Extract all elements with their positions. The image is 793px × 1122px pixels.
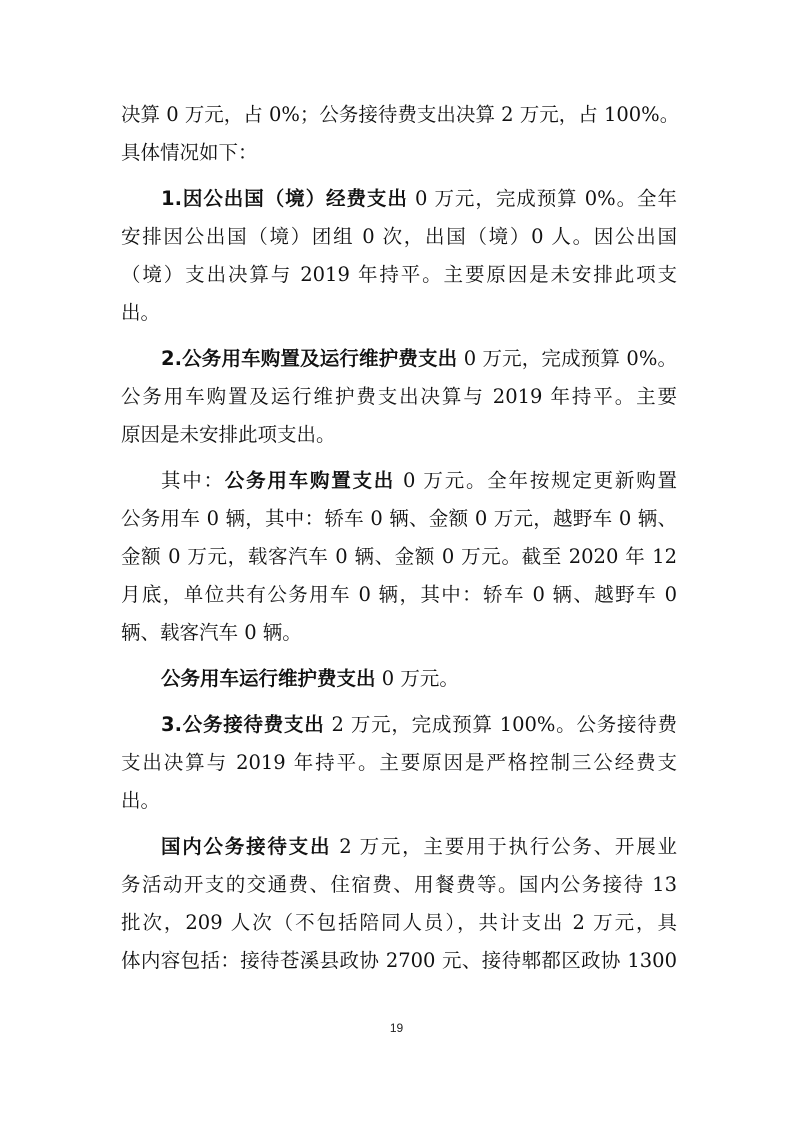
text-line bbox=[121, 416, 677, 454]
text-span: 批次，209 人次（不包括陪同人员），共计支出 2 万元，具 bbox=[121, 911, 677, 934]
text-line bbox=[121, 462, 677, 500]
paragraph-reception bbox=[121, 706, 677, 820]
text-line bbox=[121, 706, 677, 744]
text-line bbox=[121, 576, 677, 614]
text-span: 月底，单位共有公务用车 0 辆，其中：轿车 0 辆、越野车 0 bbox=[121, 583, 677, 606]
text-line bbox=[121, 294, 677, 332]
section-heading: 公务用车运行维护费支出 bbox=[161, 667, 376, 690]
text-line bbox=[121, 660, 677, 698]
body-text bbox=[121, 96, 680, 980]
text-span: 决算 0 万元，占 0%；公务接待费支出决算 2 万元，占 100%。 bbox=[121, 103, 680, 126]
text-line bbox=[121, 340, 677, 378]
text-span: 其中： bbox=[161, 469, 225, 492]
text-span: 出。 bbox=[121, 301, 161, 324]
text-span: 原因是未安排此项支出。 bbox=[121, 423, 336, 446]
section-heading: 国内公务接待支出 bbox=[161, 835, 332, 858]
text-line bbox=[121, 866, 677, 904]
text-span: 体内容包括：接待苍溪县政协 2700 元、接待郫都区政协 1300 bbox=[121, 949, 677, 972]
section-heading: 公务用车购置支出 bbox=[224, 469, 396, 492]
page-number: 19 bbox=[389, 1021, 404, 1035]
paragraph-summary bbox=[121, 96, 680, 172]
text-line bbox=[121, 378, 677, 416]
text-line bbox=[121, 942, 677, 980]
section-heading: 3.公务接待费支出 bbox=[161, 713, 325, 736]
text-span: 支出决算与 2019 年持平。主要原因是严格控制三公经费支 bbox=[121, 751, 677, 774]
text-line bbox=[121, 828, 677, 866]
text-span: 务活动开支的交通费、住宿费、用餐费等。国内公务接待 13 bbox=[121, 873, 677, 896]
text-line bbox=[121, 614, 677, 652]
paragraph-vehicle-maintenance bbox=[121, 660, 677, 698]
text-span: 0 万元，完成预算 0%。 bbox=[457, 347, 678, 370]
text-span: 0 万元。全年按规定更新购置 bbox=[395, 469, 677, 492]
text-span: 2 万元，完成预算 100%。公务接待费 bbox=[324, 713, 677, 736]
text-span: 出。 bbox=[121, 789, 161, 812]
text-line bbox=[121, 782, 677, 820]
text-span: 具体情况如下： bbox=[121, 141, 258, 164]
text-line bbox=[121, 500, 677, 538]
text-span: 0 万元。 bbox=[375, 667, 459, 690]
text-line bbox=[121, 218, 677, 256]
section-heading: 2.公务用车购置及运行维护费支出 bbox=[161, 347, 458, 370]
text-span: （境）支出决算与 2019 年持平。主要原因是未安排此项支 bbox=[121, 263, 677, 286]
paragraph-overseas-travel bbox=[121, 180, 677, 332]
text-line bbox=[121, 538, 677, 576]
text-span: 0 万元，完成预算 0%。全年 bbox=[407, 187, 677, 210]
paragraph-vehicle-purchase bbox=[121, 462, 677, 652]
text-line bbox=[121, 180, 677, 218]
paragraph-domestic-reception bbox=[121, 828, 677, 980]
paragraph-vehicles bbox=[121, 340, 677, 454]
text-span: 公务用车购置及运行维护费支出决算与 2019 年持平。主要 bbox=[121, 385, 677, 408]
text-line bbox=[121, 904, 677, 942]
text-line bbox=[121, 96, 680, 134]
section-heading: 1.因公出国（境）经费支出 bbox=[161, 187, 408, 210]
text-span: 公务用车 0 辆，其中：轿车 0 辆、金额 0 万元，越野车 0 辆、 bbox=[121, 507, 677, 530]
text-line bbox=[121, 256, 677, 294]
text-span: 安排因公出国（境）团组 0 次，出国（境）0 人。因公出国 bbox=[121, 225, 677, 248]
text-span: 金额 0 万元，载客汽车 0 辆、金额 0 万元。截至 2020 年 12 bbox=[121, 545, 677, 568]
text-span: 2 万元，主要用于执行公务、开展业 bbox=[331, 835, 677, 858]
text-line bbox=[121, 744, 677, 782]
text-line bbox=[121, 134, 677, 172]
text-span: 辆、载客汽车 0 辆。 bbox=[121, 621, 302, 644]
